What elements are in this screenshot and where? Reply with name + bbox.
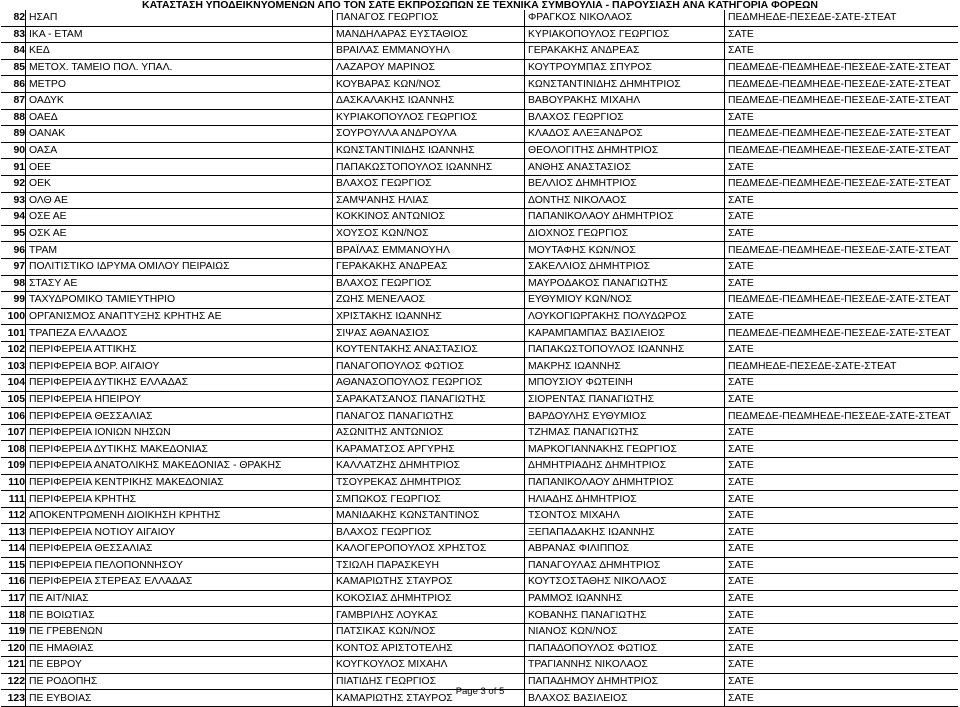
table-row bbox=[1, 358, 958, 375]
organization-cell: ΟΑΝΑΚ bbox=[26, 126, 333, 143]
row-number: 106 bbox=[1, 408, 26, 425]
substitute-cell: ΓΕΡΑΚΑΚΗΣ ΑΝΔΡΕΑΣ bbox=[525, 43, 725, 60]
table-row bbox=[1, 275, 958, 292]
substitute-cell: ΠΑΠΑΝΙΚΟΛΑΟΥ ΔΗΜΗΤΡΙΟΣ bbox=[525, 209, 725, 226]
substitute-cell: ΘΕΟΛΟΓΙΤΗΣ ΔΗΜΗΤΡΙΟΣ bbox=[525, 142, 725, 159]
row-number: 102 bbox=[1, 341, 26, 358]
organization-cell: ΟΕΚ bbox=[26, 175, 333, 192]
category-cell: ΣΑΤΕ bbox=[725, 109, 959, 126]
organization-cell: ΠΕΡΙΦΕΡΕΙΑ ΑΤΤΙΚΗΣ bbox=[26, 341, 333, 358]
table-row bbox=[1, 474, 958, 491]
representative-cell: ΣΙΨΑΣ ΑΘΑΝΑΣΙΟΣ bbox=[333, 325, 525, 342]
representative-cell: ΣΟΥΡΟΥΛΛΑ ΑΝΔΡΟΥΛΑ bbox=[333, 126, 525, 143]
representative-cell: ΠΙΑΤΙΔΗΣ ΓΕΩΡΓΙΟΣ bbox=[333, 673, 525, 690]
row-number: 112 bbox=[1, 507, 26, 524]
row-number: 87 bbox=[1, 92, 26, 109]
row-number: 92 bbox=[1, 175, 26, 192]
substitute-cell: ΜΑΡΚΟΓΙΑΝΝΑΚΗΣ ΓΕΩΡΓΙΟΣ bbox=[525, 441, 725, 458]
representative-cell: ΚΟΝΤΟΣ ΑΡΙΣΤΟΤΕΛΗΣ bbox=[333, 640, 525, 657]
representative-cell: ΚΟΥΤΕΝΤΑΚΗΣ ΑΝΑΣΤΑΣΙΟΣ bbox=[333, 341, 525, 358]
category-cell: ΠΕΔΜΕΔΕ-ΠΕΔΜΗΕΔΕ-ΠΕΣΕΔΕ-ΣΑΤΕ-ΣΤΕΑΤ bbox=[725, 408, 959, 425]
row-number: 98 bbox=[1, 275, 26, 292]
representative-cell: ΤΣΟΥΡΕΚΑΣ ΔΗΜΗΤΡΙΟΣ bbox=[333, 474, 525, 491]
representative-cell: ΠΑΠΑΚΩΣΤΟΠΟΥΛΟΣ ΙΩΑΝΝΗΣ bbox=[333, 159, 525, 176]
row-number: 97 bbox=[1, 258, 26, 275]
table-row bbox=[1, 391, 958, 408]
organization-cell: ΠΕ ΗΜΑΘΙΑΣ bbox=[26, 640, 333, 657]
category-cell: ΣΑΤΕ bbox=[725, 557, 959, 574]
representative-cell: ΑΘΑΝΑΣΟΠΟΥΛΟΣ ΓΕΩΡΓΙΟΣ bbox=[333, 375, 525, 392]
organization-cell: ΟΑΔΥΚ bbox=[26, 92, 333, 109]
table-row bbox=[1, 142, 958, 159]
organization-cell: ΟΛΘ ΑΕ bbox=[26, 192, 333, 209]
substitute-cell: ΒΕΛΛΙΟΣ ΔΗΜΗΤΡΙΟΣ bbox=[525, 175, 725, 192]
substitute-cell: ΤΖΗΜΑΣ ΠΑΝΑΓΙΩΤΗΣ bbox=[525, 424, 725, 441]
category-cell: ΣΑΤΕ bbox=[725, 375, 959, 392]
substitute-cell: ΗΛΙΑΔΗΣ ΔΗΜΗΤΡΙΟΣ bbox=[525, 491, 725, 508]
category-cell: ΣΑΤΕ bbox=[725, 258, 959, 275]
category-cell: ΣΑΤΕ bbox=[725, 607, 959, 624]
representative-cell: ΒΡΑΪΛΑΣ ΕΜΜΑΝΟΥΗΛ bbox=[333, 242, 525, 259]
organization-cell: ΠΕΡΙΦΕΡΕΙΑ ΣΤΕΡΕΑΣ ΕΛΛΑΔΑΣ bbox=[26, 574, 333, 591]
row-number: 101 bbox=[1, 325, 26, 342]
representative-cell: ΒΛΑΧΟΣ ΓΕΩΡΓΙΟΣ bbox=[333, 175, 525, 192]
representative-cell: ΔΑΣΚΑΛΑΚΗΣ ΙΩΑΝΝΗΣ bbox=[333, 92, 525, 109]
table-row bbox=[1, 590, 958, 607]
table-row bbox=[1, 541, 958, 558]
representative-cell: ΚΟΥΒΑΡΑΣ ΚΩΝ/ΝΟΣ bbox=[333, 76, 525, 93]
organization-cell: ΟΕΕ bbox=[26, 159, 333, 176]
representative-cell: ΜΑΝΔΗΛΑΡΑΣ ΕΥΣΤΑΘΙΟΣ bbox=[333, 26, 525, 43]
representative-cell: ΖΩΗΣ ΜΕΝΕΛΑΟΣ bbox=[333, 292, 525, 309]
category-cell: ΠΕΔΜΕΔΕ-ΠΕΔΜΗΕΔΕ-ΠΕΣΕΔΕ-ΣΑΤΕ-ΣΤΕΑΤ bbox=[725, 242, 959, 259]
substitute-cell: ΚΑΡΑΜΠΑΜΠΑΣ ΒΑΣΙΛΕΙΟΣ bbox=[525, 325, 725, 342]
row-number: 100 bbox=[1, 308, 26, 325]
organization-cell: ΠΕΡΙΦΕΡΕΙΑ ΔΥΤΙΚΗΣ ΕΛΛΑΔΑΣ bbox=[26, 375, 333, 392]
substitute-cell: ΤΣΟΝΤΟΣ ΜΙΧΑΗΛ bbox=[525, 507, 725, 524]
substitute-cell: ΚΟΥΤΣΟΣΤΑΘΗΣ ΝΙΚΟΛΑΟΣ bbox=[525, 574, 725, 591]
table-row bbox=[1, 507, 958, 524]
representative-cell: ΚΑΛΛΑΤΖΗΣ ΔΗΜΗΤΡΙΟΣ bbox=[333, 458, 525, 475]
representative-cell: ΛΑΖΑΡΟΥ ΜΑΡΙΝΟΣ bbox=[333, 59, 525, 76]
category-cell: ΣΑΤΕ bbox=[725, 341, 959, 358]
table-row bbox=[1, 441, 958, 458]
organization-cell: ΠΕΡΙΦΕΡΕΙΑ ΘΕΣΣΑΛΙΑΣ bbox=[26, 541, 333, 558]
table-row bbox=[1, 10, 958, 26]
organization-cell: ΠΕ ΕΥΒΟΙΑΣ bbox=[26, 690, 333, 707]
table-row bbox=[1, 126, 958, 143]
substitute-cell: ΔΙΟΧΝΟΣ ΓΕΩΡΓΙΟΣ bbox=[525, 225, 725, 242]
substitute-cell: ΠΑΝΑΓΟΥΛΑΣ ΔΗΜΗΤΡΙΟΣ bbox=[525, 557, 725, 574]
category-cell: ΣΑΤΕ bbox=[725, 590, 959, 607]
substitute-cell: ΜΠΟΥΣΙΟΥ ΦΩΤΕΙΝΗ bbox=[525, 375, 725, 392]
category-cell: ΣΑΤΕ bbox=[725, 159, 959, 176]
substitute-cell: ΣΑΚΕΛΛΙΟΣ ΔΗΜΗΤΡΙΟΣ bbox=[525, 258, 725, 275]
row-number: 85 bbox=[1, 59, 26, 76]
row-number: 90 bbox=[1, 142, 26, 159]
organization-cell: ΑΠΟΚΕΝΤΡΩΜΕΝΗ ΔΙΟΙΚΗΣΗ ΚΡΗΤΗΣ bbox=[26, 507, 333, 524]
row-number: 95 bbox=[1, 225, 26, 242]
row-number: 89 bbox=[1, 126, 26, 143]
row-number: 88 bbox=[1, 109, 26, 126]
representative-cell: ΚΑΡΑΜΑΤΣΟΣ ΑΡΓΥΡΗΣ bbox=[333, 441, 525, 458]
organization-cell: ΠΕ ΓΡΕΒΕΝΩΝ bbox=[26, 623, 333, 640]
row-number: 109 bbox=[1, 458, 26, 475]
row-number: 96 bbox=[1, 242, 26, 259]
row-number: 114 bbox=[1, 541, 26, 558]
row-number: 94 bbox=[1, 209, 26, 226]
row-number: 82 bbox=[1, 10, 26, 26]
representative-cell: ΓΕΡΑΚΑΚΗΣ ΑΝΔΡΕΑΣ bbox=[333, 258, 525, 275]
organization-cell: ΠΕΡΙΦΕΡΕΙΑ ΚΡΗΤΗΣ bbox=[26, 491, 333, 508]
table-row bbox=[1, 258, 958, 275]
organization-cell: ΠΕΡΙΦΕΡΕΙΑ ΝΟΤΙΟΥ ΑΙΓΑΙΟΥ bbox=[26, 524, 333, 541]
category-cell: ΠΕΔΜΕΔΕ-ΠΕΔΜΗΕΔΕ-ΠΕΣΕΔΕ-ΣΑΤΕ-ΣΤΕΑΤ bbox=[725, 175, 959, 192]
representative-cell: ΚΑΜΑΡΙΩΤΗΣ ΣΤΑΥΡΟΣ bbox=[333, 574, 525, 591]
representative-cell: ΣΑΜΨΑΝΗΣ ΗΛΙΑΣ bbox=[333, 192, 525, 209]
representative-cell: ΧΡΙΣΤΑΚΗΣ ΙΩΑΝΝΗΣ bbox=[333, 308, 525, 325]
representative-cell: ΤΣΙΩΛΗ ΠΑΡΑΣΚΕΥΗ bbox=[333, 557, 525, 574]
category-cell: ΣΑΤΕ bbox=[725, 209, 959, 226]
substitute-cell: ΠΑΠΑΔΟΠΟΥΛΟΣ ΦΩΤΙΟΣ bbox=[525, 640, 725, 657]
organization-cell: ΠΕΡΙΦΕΡΕΙΑ ΠΕΛΟΠΟΝΝΗΣΟΥ bbox=[26, 557, 333, 574]
table-row bbox=[1, 192, 958, 209]
table-row bbox=[1, 59, 958, 76]
table-row bbox=[1, 325, 958, 342]
organization-cell: ΟΣΚ ΑΕ bbox=[26, 225, 333, 242]
substitute-cell: ΒΛΑΧΟΣ ΓΕΩΡΓΙΟΣ bbox=[525, 109, 725, 126]
representative-cell: ΜΑΝΙΔΑΚΗΣ ΚΩΝΣΤΑΝΤΙΝΟΣ bbox=[333, 507, 525, 524]
representatives-table bbox=[1, 10, 958, 707]
representative-cell: ΒΡΑΙΛΑΣ ΕΜΜΑΝΟΥΗΛ bbox=[333, 43, 525, 60]
organization-cell: ΟΑΕΔ bbox=[26, 109, 333, 126]
organization-cell: ΠΕΡΙΦΕΡΕΙΑ ΗΠΕΙΡΟΥ bbox=[26, 391, 333, 408]
row-number: 105 bbox=[1, 391, 26, 408]
row-number: 123 bbox=[1, 690, 26, 707]
organization-cell: ΟΑΣΑ bbox=[26, 142, 333, 159]
table-row bbox=[1, 92, 958, 109]
organization-cell: ΠΕΡΙΦΕΡΕΙΑ ΙΟΝΙΩΝ ΝΗΣΩΝ bbox=[26, 424, 333, 441]
organization-cell: ΠΕΡΙΦΕΡΕΙΑ ΔΥΤΙΚΗΣ ΜΑΚΕΔΟΝΙΑΣ bbox=[26, 441, 333, 458]
table-row bbox=[1, 341, 958, 358]
organization-cell: ΠΕ ΡΟΔΟΠΗΣ bbox=[26, 673, 333, 690]
category-cell: ΣΑΤΕ bbox=[725, 225, 959, 242]
substitute-cell: ΝΙΑΝΟΣ ΚΩΝ/ΝΟΣ bbox=[525, 623, 725, 640]
category-cell: ΣΑΤΕ bbox=[725, 640, 959, 657]
substitute-cell: ΡΑΜΜΟΣ ΙΩΑΝΝΗΣ bbox=[525, 590, 725, 607]
category-cell: ΠΕΔΜΕΔΕ-ΠΕΔΜΗΕΔΕ-ΠΕΣΕΔΕ-ΣΑΤΕ-ΣΤΕΑΤ bbox=[725, 76, 959, 93]
category-cell: ΣΑΤΕ bbox=[725, 26, 959, 43]
table-row bbox=[1, 640, 958, 657]
organization-cell: ΟΡΓΑΝΙΣΜΟΣ ΑΝΑΠΤΥΞΗΣ ΚΡΗΤΗΣ ΑΕ bbox=[26, 308, 333, 325]
substitute-cell: ΠΑΠΑΔΗΜΟΥ ΔΗΜΗΤΡΙΟΣ bbox=[525, 673, 725, 690]
row-number: 108 bbox=[1, 441, 26, 458]
substitute-cell: ΑΝΘΗΣ ΑΝΑΣΤΑΣΙΟΣ bbox=[525, 159, 725, 176]
row-number: 115 bbox=[1, 557, 26, 574]
page-title: ΚΑΤΑΣΤΑΣΗ ΥΠΟΔΕΙΚΝΥΟΜΕΝΩΝ ΑΠΟ ΤΟΝ ΣΑΤΕ ΕΚΠΡΟΣΩΠΩΝ ΣΕ ΤΕΧΝΙΚΑ ΣΥΜΒΟΥΛΙΑ - ΠΑΡΟΥΣΙΑΣΗ ΑΝΑ ΚΑΤΗΓΟΡΙΑ ΦΟΡΕΩΝ bbox=[142, 0, 818, 10]
row-number: 119 bbox=[1, 623, 26, 640]
category-cell: ΠΕΔΜΕΔΕ-ΠΕΔΜΗΕΔΕ-ΠΕΣΕΔΕ-ΣΑΤΕ-ΣΤΕΑΤ bbox=[725, 59, 959, 76]
row-number: 121 bbox=[1, 657, 26, 674]
table-row bbox=[1, 574, 958, 591]
substitute-cell: ΜΑΚΡΗΣ ΙΩΑΝΝΗΣ bbox=[525, 358, 725, 375]
substitute-cell: ΒΑΒΟΥΡΑΚΗΣ ΜΙΧΑΗΛ bbox=[525, 92, 725, 109]
table-row bbox=[1, 225, 958, 242]
row-number: 86 bbox=[1, 76, 26, 93]
table-row bbox=[1, 375, 958, 392]
organization-cell: ΚΕΔ bbox=[26, 43, 333, 60]
category-cell: ΣΑΤΕ bbox=[725, 391, 959, 408]
organization-cell: ΠΕΡΙΦΕΡΕΙΑ ΑΝΑΤΟΛΙΚΗΣ ΜΑΚΕΔΟΝΙΑΣ - ΘΡΑΚΗΣ bbox=[26, 458, 333, 475]
table-body bbox=[1, 10, 958, 706]
table-row bbox=[1, 109, 958, 126]
organization-cell: ΤΡΑΜ bbox=[26, 242, 333, 259]
substitute-cell: ΜΑΥΡΟΔΑΚΟΣ ΠΑΝΑΓΙΩΤΗΣ bbox=[525, 275, 725, 292]
table-row bbox=[1, 607, 958, 624]
substitute-cell: ΠΑΠΑΚΩΣΤΟΠΟΥΛΟΣ ΙΩΑΝΝΗΣ bbox=[525, 341, 725, 358]
category-cell: ΣΑΤΕ bbox=[725, 507, 959, 524]
row-number: 122 bbox=[1, 673, 26, 690]
row-number: 117 bbox=[1, 590, 26, 607]
representative-cell: ΚΥΡΙΑΚΟΠΟΥΛΟΣ ΓΕΩΡΓΙΟΣ bbox=[333, 109, 525, 126]
representative-cell: ΠΑΝΑΓΟΣ ΓΕΩΡΓΙΟΣ bbox=[333, 10, 525, 26]
organization-cell: ΜΕΤΡΟ bbox=[26, 76, 333, 93]
organization-cell: ΙΚΑ - ΕΤΑΜ bbox=[26, 26, 333, 43]
representative-cell: ΚΑΜΑΡΙΩΤΗΣ ΣΤΑΥΡΟΣ bbox=[333, 690, 525, 707]
table-row bbox=[1, 43, 958, 60]
representative-cell: ΠΑΝΑΓΟΣ ΠΑΝΑΓΙΩΤΗΣ bbox=[333, 408, 525, 425]
substitute-cell: ΕΥΘΥΜΙΟΥ ΚΩΝ/ΝΟΣ bbox=[525, 292, 725, 309]
row-number: 84 bbox=[1, 43, 26, 60]
row-number: 103 bbox=[1, 358, 26, 375]
row-number: 93 bbox=[1, 192, 26, 209]
representative-cell: ΧΟΥΣΟΣ ΚΩΝ/ΝΟΣ bbox=[333, 225, 525, 242]
table-row bbox=[1, 491, 958, 508]
row-number: 104 bbox=[1, 375, 26, 392]
category-cell: ΣΑΤΕ bbox=[725, 690, 959, 707]
table-row bbox=[1, 209, 958, 226]
table-row bbox=[1, 292, 958, 309]
organization-cell: ΠΕΡΙΦΕΡΕΙΑ ΒΟΡ. ΑΙΓΑΙΟΥ bbox=[26, 358, 333, 375]
category-cell: ΣΑΤΕ bbox=[725, 441, 959, 458]
representative-cell: ΒΛΑΧΟΣ ΓΕΩΡΓΙΟΣ bbox=[333, 524, 525, 541]
representative-cell: ΣΑΡΑΚΑΤΣΑΝΟΣ ΠΑΝΑΓΙΩΤΗΣ bbox=[333, 391, 525, 408]
category-cell: ΣΑΤΕ bbox=[725, 275, 959, 292]
row-number: 110 bbox=[1, 474, 26, 491]
category-cell: ΣΑΤΕ bbox=[725, 541, 959, 558]
category-cell: ΣΑΤΕ bbox=[725, 524, 959, 541]
substitute-cell: ΒΑΡΔΟΥΛΗΣ ΕΥΘΥΜΙΟΣ bbox=[525, 408, 725, 425]
substitute-cell: ΔΟΝΤΗΣ ΝΙΚΟΛΑΟΣ bbox=[525, 192, 725, 209]
organization-cell: ΟΣΕ ΑΕ bbox=[26, 209, 333, 226]
row-number: 118 bbox=[1, 607, 26, 624]
table-row bbox=[1, 524, 958, 541]
substitute-cell: ΜΟΥΤΑΦΗΣ ΚΩΝ/ΝΟΣ bbox=[525, 242, 725, 259]
category-cell: ΣΑΤΕ bbox=[725, 458, 959, 475]
substitute-cell: ΚΟΒΑΝΗΣ ΠΑΝΑΓΙΩΤΗΣ bbox=[525, 607, 725, 624]
substitute-cell: ΣΙΟΡΕΝΤΑΣ ΠΑΝΑΓΙΩΤΗΣ bbox=[525, 391, 725, 408]
representative-cell: ΚΟΥΓΚΟΥΛΟΣ ΜΙΧΑΗΛ bbox=[333, 657, 525, 674]
category-cell: ΣΑΤΕ bbox=[725, 491, 959, 508]
table-row bbox=[1, 424, 958, 441]
table-row bbox=[1, 175, 958, 192]
representative-cell: ΚΩΝΣΤΑΝΤΙΝΙΔΗΣ ΙΩΑΝΝΗΣ bbox=[333, 142, 525, 159]
organization-cell: ΤΑΧΥΔΡΟΜΙΚΟ ΤΑΜΙΕΥΤΗΡΙΟ bbox=[26, 292, 333, 309]
organization-cell: ΠΕΡΙΦΕΡΕΙΑ ΘΕΣΣΑΛΙΑΣ bbox=[26, 408, 333, 425]
substitute-cell: ΦΡΑΓΚΟΣ ΝΙΚΟΛΑΟΣ bbox=[525, 10, 725, 26]
substitute-cell: ΚΥΡΙΑΚΟΠΟΥΛΟΣ ΓΕΩΡΓΙΟΣ bbox=[525, 26, 725, 43]
category-cell: ΠΕΔΜΕΔΕ-ΠΕΔΜΗΕΔΕ-ΠΕΣΕΔΕ-ΣΑΤΕ-ΣΤΕΑΤ bbox=[725, 126, 959, 143]
category-cell: ΣΑΤΕ bbox=[725, 424, 959, 441]
category-cell: ΣΑΤΕ bbox=[725, 657, 959, 674]
representative-cell: ΠΑΤΣΙΚΑΣ ΚΩΝ/ΝΟΣ bbox=[333, 623, 525, 640]
substitute-cell: ΑΒΡΑΝΑΣ ΦΙΛΙΠΠΟΣ bbox=[525, 541, 725, 558]
category-cell: ΣΑΤΕ bbox=[725, 474, 959, 491]
substitute-cell: ΛΟΥΚΟΓΙΩΡΓΑΚΗΣ ΠΟΛΥΔΩΡΟΣ bbox=[525, 308, 725, 325]
row-number: 91 bbox=[1, 159, 26, 176]
row-number: 99 bbox=[1, 292, 26, 309]
table-row bbox=[1, 657, 958, 674]
category-cell: ΣΑΤΕ bbox=[725, 192, 959, 209]
table-row bbox=[1, 26, 958, 43]
table-row bbox=[1, 557, 958, 574]
representative-cell: ΣΜΠΩΚΟΣ ΓΕΩΡΓΙΟΣ bbox=[333, 491, 525, 508]
representative-cell: ΚΟΚΚΙΝΟΣ ΑΝΤΩΝΙΟΣ bbox=[333, 209, 525, 226]
row-number: 83 bbox=[1, 26, 26, 43]
row-number: 120 bbox=[1, 640, 26, 657]
row-number: 113 bbox=[1, 524, 26, 541]
organization-cell: ΤΡΑΠΕΖΑ ΕΛΛΑΔΟΣ bbox=[26, 325, 333, 342]
organization-cell: ΠΕ ΑΙΤ/ΝΙΑΣ bbox=[26, 590, 333, 607]
category-cell: ΠΕΔΜΕΔΕ-ΠΕΔΜΗΕΔΕ-ΠΕΣΕΔΕ-ΣΑΤΕ-ΣΤΕΑΤ bbox=[725, 292, 959, 309]
row-number: 111 bbox=[1, 491, 26, 508]
table-row bbox=[1, 458, 958, 475]
table-row bbox=[1, 308, 958, 325]
category-cell: ΣΑΤΕ bbox=[725, 574, 959, 591]
substitute-cell: ΒΛΑΧΟΣ ΒΑΣΙΛΕΙΟΣ bbox=[525, 690, 725, 707]
table-row bbox=[1, 623, 958, 640]
category-cell: ΣΑΤΕ bbox=[725, 308, 959, 325]
table-row bbox=[1, 159, 958, 176]
category-cell: ΣΑΤΕ bbox=[725, 673, 959, 690]
representative-cell: ΓΑΜΒΡΙΛΗΣ ΛΟΥΚΑΣ bbox=[333, 607, 525, 624]
substitute-cell: ΞΕΠΑΠΑΔΑΚΗΣ ΙΩΑΝΝΗΣ bbox=[525, 524, 725, 541]
organization-cell: ΣΤΑΣΥ ΑΕ bbox=[26, 275, 333, 292]
table-row bbox=[1, 242, 958, 259]
substitute-cell: ΚΛΑΔΟΣ ΑΛΕΞΑΝΔΡΟΣ bbox=[525, 126, 725, 143]
representative-cell: ΒΛΑΧΟΣ ΓΕΩΡΓΙΟΣ bbox=[333, 275, 525, 292]
organization-cell: ΠΕ ΒΟΙΩΤΙΑΣ bbox=[26, 607, 333, 624]
page-footer: Page 3 of 5 bbox=[455, 686, 505, 697]
table-row bbox=[1, 408, 958, 425]
organization-cell: ΠΕΡΙΦΕΡΕΙΑ ΚΕΝΤΡΙΚΗΣ ΜΑΚΕΔΟΝΙΑΣ bbox=[26, 474, 333, 491]
representative-cell: ΚΑΛΟΓΕΡΟΠΟΥΛΟΣ ΧΡΗΣΤΟΣ bbox=[333, 541, 525, 558]
representative-cell: ΚΟΚΟΣΙΑΣ ΔΗΜΗΤΡΙΟΣ bbox=[333, 590, 525, 607]
substitute-cell: ΚΟΥΤΡΟΥΜΠΑΣ ΣΠΥΡΟΣ bbox=[525, 59, 725, 76]
organization-cell: ΠΟΛΙΤΙΣΤΙΚΟ ΙΔΡΥΜΑ ΟΜΙΛΟΥ ΠΕΙΡΑΙΩΣ bbox=[26, 258, 333, 275]
category-cell: ΠΕΔΜΗΕΔΕ-ΠΕΣΕΔΕ-ΣΑΤΕ-ΣΤΕΑΤ bbox=[725, 10, 959, 26]
representative-cell: ΠΑΝΑΓΟΠΟΥΛΟΣ ΦΩΤΙΟΣ bbox=[333, 358, 525, 375]
representative-cell: ΑΣΩΝΙΤΗΣ ΑΝΤΩΝΙΟΣ bbox=[333, 424, 525, 441]
category-cell: ΠΕΔΜΗΕΔΕ-ΠΕΣΕΔΕ-ΣΑΤΕ-ΣΤΕΑΤ bbox=[725, 358, 959, 375]
substitute-cell: ΚΩΝΣΤΑΝΤΙΝΙΔΗΣ ΔΗΜΗΤΡΙΟΣ bbox=[525, 76, 725, 93]
organization-cell: ΠΕ ΕΒΡΟΥ bbox=[26, 657, 333, 674]
row-number: 116 bbox=[1, 574, 26, 591]
category-cell: ΣΑΤΕ bbox=[725, 43, 959, 60]
table-row bbox=[1, 76, 958, 93]
category-cell: ΠΕΔΜΕΔΕ-ΠΕΔΜΗΕΔΕ-ΠΕΣΕΔΕ-ΣΑΤΕ-ΣΤΕΑΤ bbox=[725, 325, 959, 342]
category-cell: ΠΕΔΜΕΔΕ-ΠΕΔΜΗΕΔΕ-ΠΕΣΕΔΕ-ΣΑΤΕ-ΣΤΕΑΤ bbox=[725, 92, 959, 109]
row-number: 107 bbox=[1, 424, 26, 441]
category-cell: ΠΕΔΜΕΔΕ-ΠΕΔΜΗΕΔΕ-ΠΕΣΕΔΕ-ΣΑΤΕ-ΣΤΕΑΤ bbox=[725, 142, 959, 159]
substitute-cell: ΔΗΜΗΤΡΙΑΔΗΣ ΔΗΜΗΤΡΙΟΣ bbox=[525, 458, 725, 475]
organization-cell: ΜΕΤΟΧ. ΤΑΜΕΙΟ ΠΟΛ. ΥΠΑΛ. bbox=[26, 59, 333, 76]
category-cell: ΣΑΤΕ bbox=[725, 623, 959, 640]
substitute-cell: ΠΑΠΑΝΙΚΟΛΑΟΥ ΔΗΜΗΤΡΙΟΣ bbox=[525, 474, 725, 491]
substitute-cell: ΤΡΑΓΙΑΝΝΗΣ ΝΙΚΟΛΑΟΣ bbox=[525, 657, 725, 674]
organization-cell: ΗΣΑΠ bbox=[26, 10, 333, 26]
